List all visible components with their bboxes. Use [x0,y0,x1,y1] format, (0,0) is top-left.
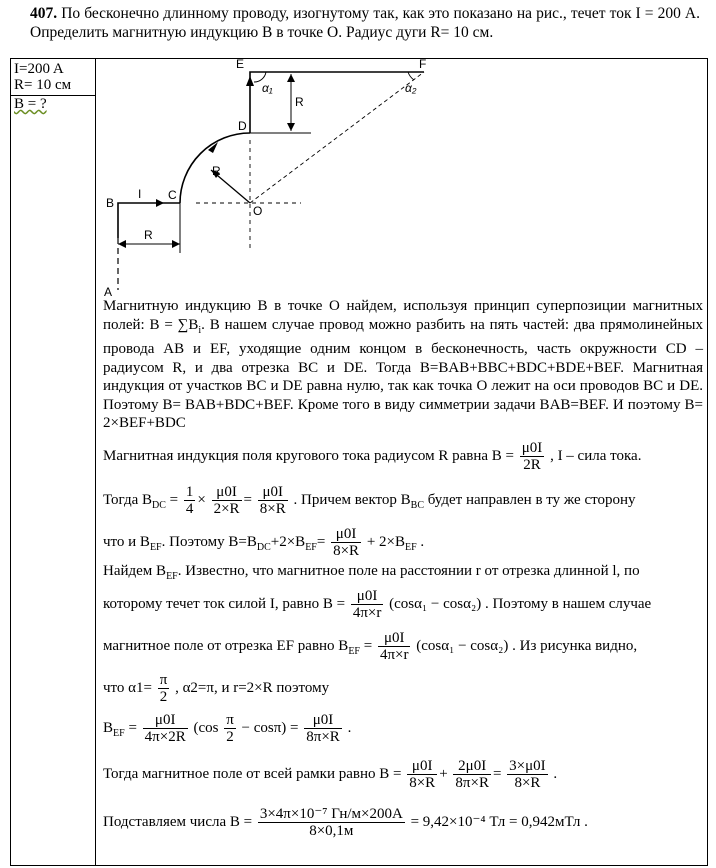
given-current: I=200 A [14,61,64,77]
line-of-sight-f [250,72,424,203]
label-c: C [168,188,177,202]
find-value: B = ? [14,96,47,112]
r-dim-arrow-down [287,123,295,131]
label-current: I [138,187,142,201]
find-bef-line: Найдем $B_{EF}$. Известно, что магнитное поле на расстоянии r от отрезка длинной l, по [103,563,640,582]
problem-statement [30,4,700,42]
superposition-paragraph: Магнитную индукцию B в точке O найдем, используя принцип суперпозиции магнитных полей: $B = \sum B_i$. В нашем случае провод можно разбить на пять частей: два прямолинейных провода AB и EF, уходящие одним концом в бесконечность, часть окружности CD – радиусом R, и два отрезка BC и DE. Тогда B=BAB+BBC+BDC+BDE+BEF. Магнитная индукция от участков BC и DE равна нулю, так как точка O лежит на оси проводов BC и DE. Поэтому B= BAB+BDC+BEF. Кроме того в виду симметрии задачи BAB=BEF. И поэтому B= 2×BEF+BDC [103,298,703,431]
p1b-text: . В нашем случае провод можно разбить на пять частей: два прямолинейных провода AB и EF, уходящие одним концом в бесконечность, часть окружности CD – радиусом R, и два отрезка BC и DE. Тогда B=B [103,316,703,376]
current-arrow [156,199,164,207]
problem-text: По бесконечно длинному проводу, изогнутому так, как это показано на рис., течет ток I = 200 А. Определить магнитную индукцию B в точке O. Радиус дуги R= 10 см. [30,5,700,41]
given-column [10,58,96,866]
wire-diagram [96,58,456,298]
label-alpha2: α₂ [405,81,417,95]
find-block [14,96,47,113]
label-f: F [419,58,427,71]
segment-field-line: которому течет ток силой I, равно B = $\frac{\mu 0I}{4\pi\times r}$ (cosα₁ − cosα₂) . Поэтому в нашем случае [103,588,652,621]
label-e: E [236,58,245,71]
label-r-bottom: R [144,228,153,242]
circ-pre: Магнитная индукция поля кругового тока радиусом R равна B = [103,447,515,464]
label-d: D [238,119,247,133]
label-alpha1: α₁ [262,81,273,95]
p1-sub: i [198,324,202,336]
label-o: O [253,204,263,218]
sum-line: что и $B_{EF}$. Поэтому $B=B_{DC}+2\times B_{EF}=$ $\frac{\mu 0I}{8\times R}$ + $2\times B_{EF}$ . [103,526,425,559]
bdc-line: Тогда $B_{DC}$ = $\frac{1}{4}$ × $\frac{\mu 0I}{2\times R}$ = $\frac{\mu 0I}{8\times R}$ . Причем вектор $B_{BC}$ будет направлен в ту же сторону [103,484,636,517]
p1-tail: Магнитная индукция от участков BC и DE равна нулю, так как точка O лежит на оси проводов BC и DE. Поэтому B= B [103,359,703,413]
label-a: A [104,285,113,298]
p1-tail3: . И поэтому B= 2×B [103,396,703,431]
label-r-top: R [295,95,304,109]
de-arrow [246,76,254,86]
circ-post: , I – сила тока. [550,447,642,464]
r-dim-arrow-up [287,74,295,82]
total-line: Тогда магнитное поле от всей рамки равно B = $\frac{\mu 0I}{8\times R}$ + $\frac{2\mu 0I}{8\pi\times R}$ = $\frac{3\times\mu 0I}{8\times R}$ . [103,758,558,791]
p1-tail2: Кроме того в виду симметрии задачи B [297,396,550,413]
r-dim-arrow-right [172,240,180,248]
ef-field-line: магнитное поле от отрезка EF равно $B_{EF}$ = $\frac{\mu 0I}{4\pi\times r}$ (cosα₁ − cosα₂) . Из рисунка видно, [103,630,638,663]
p1-text: Магнитную индукцию B в точке O найдем, используя принцип суперпозиции магнитных полей: B = ∑B [103,298,703,333]
label-b: B [106,196,115,210]
alpha-line: что α1= $\frac{\pi}{2}$ , α2=π, и r=2×R поэтому [103,672,330,705]
given-block [14,61,71,93]
r-dim-arrow-left [118,240,126,248]
wire-de-ef [250,72,424,133]
problem-number: 407. [30,5,58,22]
circ-fraction: $\frac{\mu 0I}{2R}$ [521,440,543,473]
circular-current-line [103,440,641,473]
label-r-arc: R [212,164,221,178]
given-radius: R= 10 см [14,77,72,93]
final-line: Подставляем числа B = $\frac{\text{3×4π×10⁻⁷ Гн/м×200А}}{8\times 0,1м}$ = 9,42×10⁻⁴ Тл = 0,942мТл . [103,806,588,839]
bef-result-line: $B_{EF}$ = $\frac{\mu 0I}{4\pi\times 2R}$ (cos $\frac{\pi}{2}$ − cosπ) = $\frac{\mu 0I}{8\pi\times R}$ . [103,712,352,745]
alpha2-arc [408,72,414,80]
